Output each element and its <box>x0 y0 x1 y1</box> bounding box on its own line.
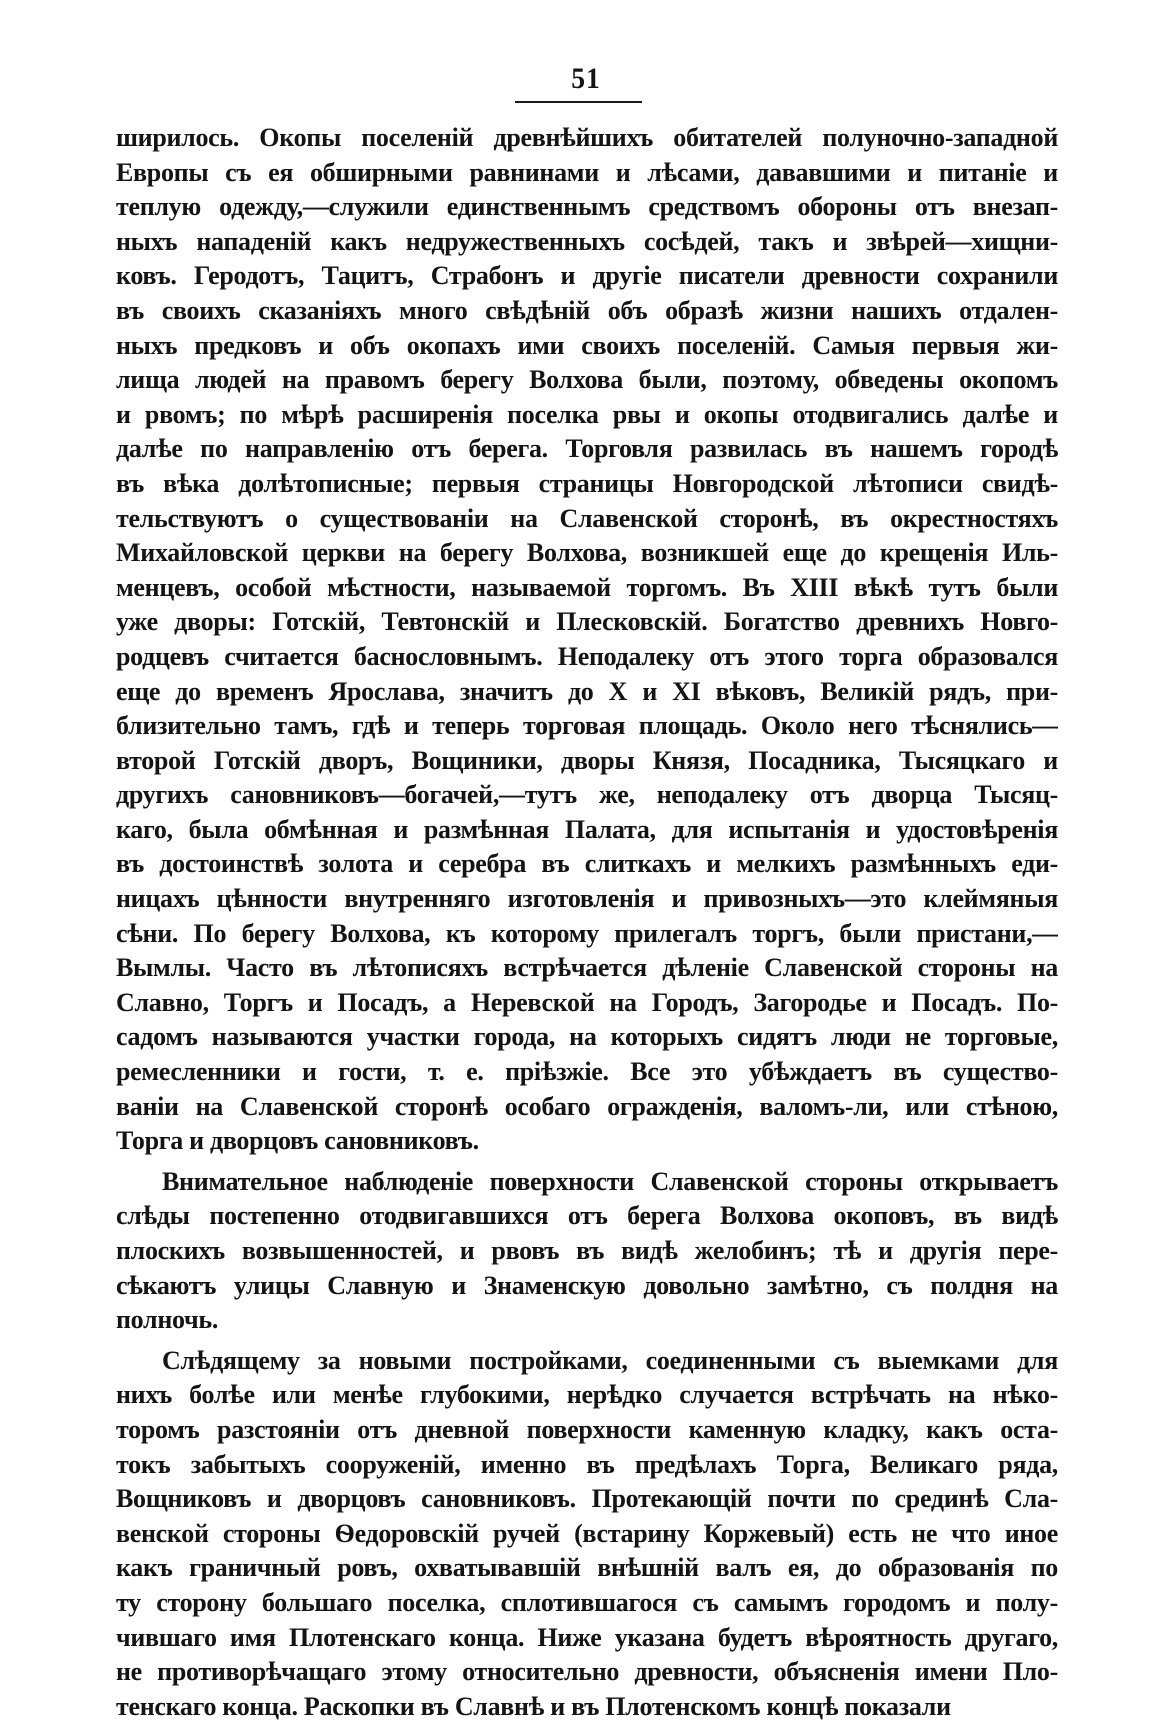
page-number: 51 <box>571 62 601 95</box>
text-line: сѣкаютъ улицы Славную и Знаменскую довольно замѣтно, съ полдня на <box>116 1270 1058 1300</box>
text-line: токъ забытыхъ сооруженій, именно въ предѣлахъ Торга, Великаго ряда, <box>116 1449 1058 1479</box>
text-line: торомъ разстояніи отъ дневной поверхности каменную кладку, какъ оста- <box>116 1414 1058 1444</box>
text-line: второй Готскій дворъ, Вощиники, дворы Князя, Посадника, Тысяцкаго и <box>116 745 1058 775</box>
text-line: венской стороны Ѳедоровскій ручей (встарину Коржевый) есть не что иное <box>116 1518 1058 1548</box>
paragraph <box>116 1344 1058 1724</box>
text-line: въ достоинствѣ золота и серебра въ слиткахъ и мелкихъ размѣнныхъ еди- <box>116 849 1058 879</box>
paragraph <box>116 121 1058 1159</box>
text-line: ширилось. Окопы поселеній древнѣйшихъ обитателей полуночно-западной <box>116 123 1058 152</box>
text-line: какъ граничный ровъ, охватывавшій внѣшній валъ ея, до образованія по <box>116 1553 1058 1583</box>
paragraph <box>116 1165 1058 1338</box>
text-line: чившаго имя Плотенскаго конца. Ниже указана будетъ вѣроятность другаго, <box>116 1622 1058 1652</box>
text-line: не противорѣчащаго этому относительно древности, объясненія имени Пло- <box>116 1657 1058 1687</box>
text-line: Внимательное наблюденіе поверхности Славенской стороны открываетъ <box>162 1166 1058 1196</box>
text-line: въ вѣка долѣтописные; первыя страницы Новгородской лѣтописи свидѣ- <box>116 468 1058 498</box>
text-line: ваніи на Славенской сторонѣ особаго огражденія, валомъ-ли, или стѣною, <box>116 1091 1058 1121</box>
text-line: каго, была обмѣнная и размѣнная Палата, для испытанія и удостовѣренія <box>116 814 1058 844</box>
text-line: Михайловской церкви на берегу Волхова, возникшей еще до крещенія Иль- <box>116 538 1058 568</box>
text-line: и рвомъ; по мѣрѣ расширенія поселка рвы и окопы отодвигались далѣе и <box>116 399 1058 429</box>
text-line: ту сторону большаго поселка, сплотившагося съ самымъ городомъ и полу- <box>116 1587 1058 1617</box>
text-line: плоскихъ возвышенностей, и рвовъ въ видѣ желобинъ; тѣ и другія пере- <box>116 1236 1058 1265</box>
text-line: садомъ называются участки города, на которыхъ сидятъ люди не торговые, <box>116 1022 1058 1052</box>
text-line: Вощниковъ и дворцовъ сановниковъ. Протекающій почти по срединѣ Сла- <box>116 1484 1058 1514</box>
text-line: ремесленники и гости, т. е. пріѣзжіе. Все это убѣждаетъ въ существо- <box>116 1057 1058 1087</box>
text-line: сѣни. По берегу Волхова, къ которому прилегалъ торгъ, были пристани,— <box>116 918 1058 948</box>
text-line: уже дворы: Готскій, Тевтонскій и Плесковскій. Богатство древнихъ Новго- <box>116 607 1058 637</box>
text-line: ковъ. Геродотъ, Тацитъ, Страбонъ и другіе писатели древности сохранили <box>116 261 1058 291</box>
text-line: теплую одежду,—служили единственнымъ средствомъ обороны отъ внезап- <box>116 192 1058 222</box>
text-line: ницахъ цѣнности внутренняго изготовленія и привозныхъ—это клеймяныя <box>116 884 1058 914</box>
text-line: еще до временъ Ярослава, значитъ до X и XI вѣковъ, Великій рядъ, при- <box>116 676 1058 706</box>
text-line: далѣе по направленію отъ берега. Торговля развилась въ нашемъ городѣ <box>116 434 1058 464</box>
text-line: тенскаго конца. Раскопки въ Славнѣ и въ Плотенскомъ концѣ показали <box>116 1691 951 1721</box>
text-line: Славно, Торгъ и Посадъ, а Неревской на Городъ, Загородье и Посадъ. По- <box>116 987 1058 1017</box>
text-line: родцевъ считается баснословнымъ. Неподалеку отъ этого торга образовался <box>116 641 1058 671</box>
text-line: нихъ болѣе или менѣе глубокими, нерѣдко случается встрѣчать на нѣко- <box>116 1380 1058 1410</box>
text-line: ныхъ предковъ и объ окопахъ ими своихъ поселеній. Самыя первыя жи- <box>116 330 1058 360</box>
text-line: близительно тамъ, гдѣ и теперь торговая площадь. Около него тѣснялись— <box>116 711 1058 741</box>
text-line: Слѣдящему за новыми постройками, соединенными съ выемками для <box>162 1345 1058 1375</box>
text-line: полночь. <box>116 1305 219 1335</box>
text-line: слѣды постепенно отодвигавшихся отъ берега Волхова окоповъ, въ видѣ <box>116 1201 1058 1231</box>
header-rule <box>515 101 642 103</box>
text-line: Европы съ ея обширными равнинами и лѣсами, дававшими и питаніе и <box>116 157 1058 187</box>
text-line: другихъ сановниковъ—богачей,—тутъ же, неподалеку отъ дворца Тысяц- <box>116 780 1058 810</box>
text-line: въ своихъ сказаніяхъ много свѣдѣній объ образѣ жизни нашихъ отдален- <box>116 295 1058 325</box>
body-text <box>116 121 1058 1724</box>
text-line: ныхъ нападеній какъ недружественныхъ сосѣдей, такъ и звѣрей—хищни- <box>116 226 1058 256</box>
text-line: менцевъ, особой мѣстности, называемой торгомъ. Въ XIII вѣкѣ тутъ были <box>116 572 1058 602</box>
text-line: Вымлы. Часто въ лѣтописяхъ встрѣчается дѣленіе Славенской стороны на <box>116 953 1058 983</box>
text-line: Торга и дворцовъ сановниковъ. <box>116 1126 479 1156</box>
text-line: тельствуютъ о существованіи на Славенской сторонѣ, въ окрестностяхъ <box>116 503 1058 533</box>
text-line: лища людей на правомъ берегу Волхова были, поэтому, обведены окопомъ <box>116 365 1058 395</box>
